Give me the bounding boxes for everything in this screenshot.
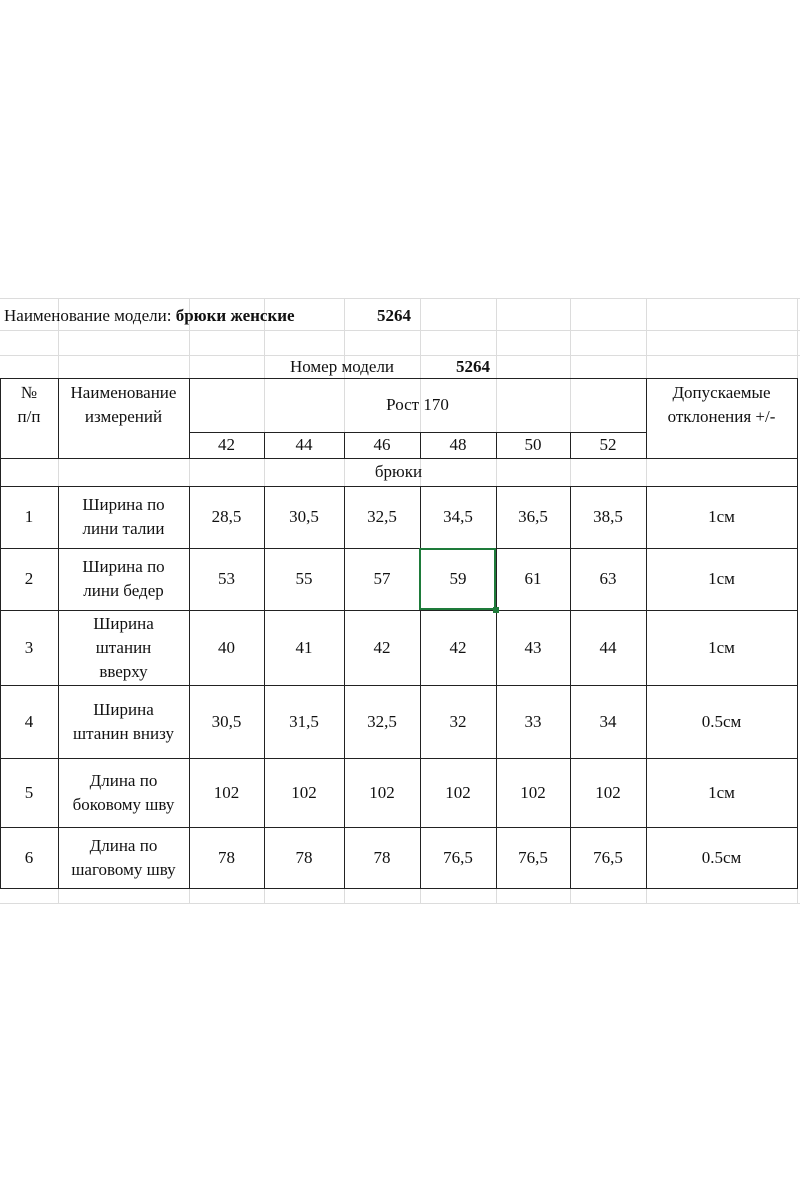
size-cell[interactable]: 42 [218,435,235,454]
value-cell[interactable]: 40 [218,637,235,657]
value-cell[interactable]: 78 [295,847,313,867]
model-number-value[interactable]: 5264 [456,356,490,376]
value-cell[interactable]: 102 [445,782,471,802]
measurement-name-cell[interactable]: Длина по шаговому шву [71,835,176,879]
value-cell[interactable]: 102 [369,782,395,802]
value-cell[interactable]: 34,5 [443,507,473,526]
value-cell[interactable]: 30,5 [289,507,319,526]
tolerance-cell[interactable]: 1см [708,569,735,588]
header-tolerance[interactable]: Допускаемые отклонения +/- [667,383,776,426]
title-label: Наименование модели: [4,306,172,325]
value-cell[interactable]: 76,5 [443,847,473,867]
measurement-name-cell[interactable]: Ширина по лини талии [82,495,165,538]
tolerance-cell[interactable]: 0.5см [701,847,742,867]
row-number-cell[interactable]: 2 [24,569,34,588]
measurement-name-cell[interactable]: Ширина штанин вверху [93,613,154,681]
value-cell[interactable]: 32 [449,711,467,731]
header-num[interactable]: № п/п [17,383,41,426]
header-height[interactable]: Рост 170 [386,395,449,414]
title-model[interactable]: 5264 [377,306,411,325]
tolerance-cell[interactable]: 1см [708,782,735,802]
value-cell[interactable]: 78 [218,847,235,867]
value-cell[interactable]: 102 [595,782,621,802]
value-cell[interactable]: 102 [291,782,317,802]
value-cell[interactable]: 41 [295,637,313,657]
value-cell[interactable]: 57 [373,569,391,588]
value-cell[interactable]: 30,5 [211,711,242,731]
value-cell[interactable]: 33 [524,711,542,731]
value-cell[interactable]: 42 [449,637,467,657]
tolerance-cell[interactable]: 1см [708,507,735,526]
size-cell[interactable]: 50 [524,435,542,454]
row-number-cell[interactable]: 1 [24,507,34,526]
row-number-cell[interactable]: 4 [24,711,34,731]
value-cell[interactable]: 102 [520,782,546,802]
header-name[interactable]: Наименование измерений [70,383,177,426]
title-product: брюки женские [175,306,295,325]
size-cell[interactable]: 46 [373,435,391,454]
value-cell[interactable]: 53 [218,569,235,588]
selected-cell-outline [419,548,496,610]
model-number-label[interactable]: Номер модели [289,356,395,376]
value-cell[interactable]: 61 [524,569,542,588]
title-cell[interactable] [0,302,349,330]
value-cell[interactable]: 102 [213,782,240,802]
row-number-cell[interactable]: 3 [24,637,34,657]
value-cell[interactable]: 31,5 [289,711,319,731]
value-cell[interactable]: 76,5 [518,847,548,867]
value-cell[interactable]: 38,5 [593,507,623,526]
value-cell[interactable]: 42 [373,637,391,657]
value-cell[interactable]: 44 [599,637,617,657]
value-cell[interactable]: 78 [373,847,391,867]
tolerance-cell[interactable]: 0.5см [701,711,742,731]
measurement-name-cell[interactable]: Ширина по лини бедер [82,557,165,600]
measurement-name-cell[interactable]: Ширина штанин внизу [73,699,174,743]
size-cell[interactable]: 48 [449,435,467,454]
value-cell[interactable]: 36,5 [518,507,548,526]
size-cell[interactable]: 52 [599,435,617,454]
row-number-cell[interactable]: 5 [24,782,34,802]
measurement-name-cell[interactable]: Длина по боковому шву [72,770,175,814]
value-cell[interactable]: 76,5 [593,847,623,867]
fill-handle[interactable] [493,607,499,613]
value-cell[interactable]: 59 [449,569,467,588]
size-cell[interactable]: 44 [295,435,313,454]
value-cell[interactable]: 28,5 [211,507,242,526]
tolerance-cell[interactable]: 1см [708,637,735,657]
value-cell[interactable]: 34 [599,711,617,731]
row-number-cell[interactable]: 6 [24,847,34,867]
section-label[interactable]: брюки [374,462,423,481]
value-cell[interactable]: 63 [599,569,617,588]
value-cell[interactable]: 32,5 [367,507,397,526]
value-cell[interactable]: 32,5 [367,711,397,731]
value-cell[interactable]: 55 [295,569,313,588]
value-cell[interactable]: 43 [524,637,542,657]
